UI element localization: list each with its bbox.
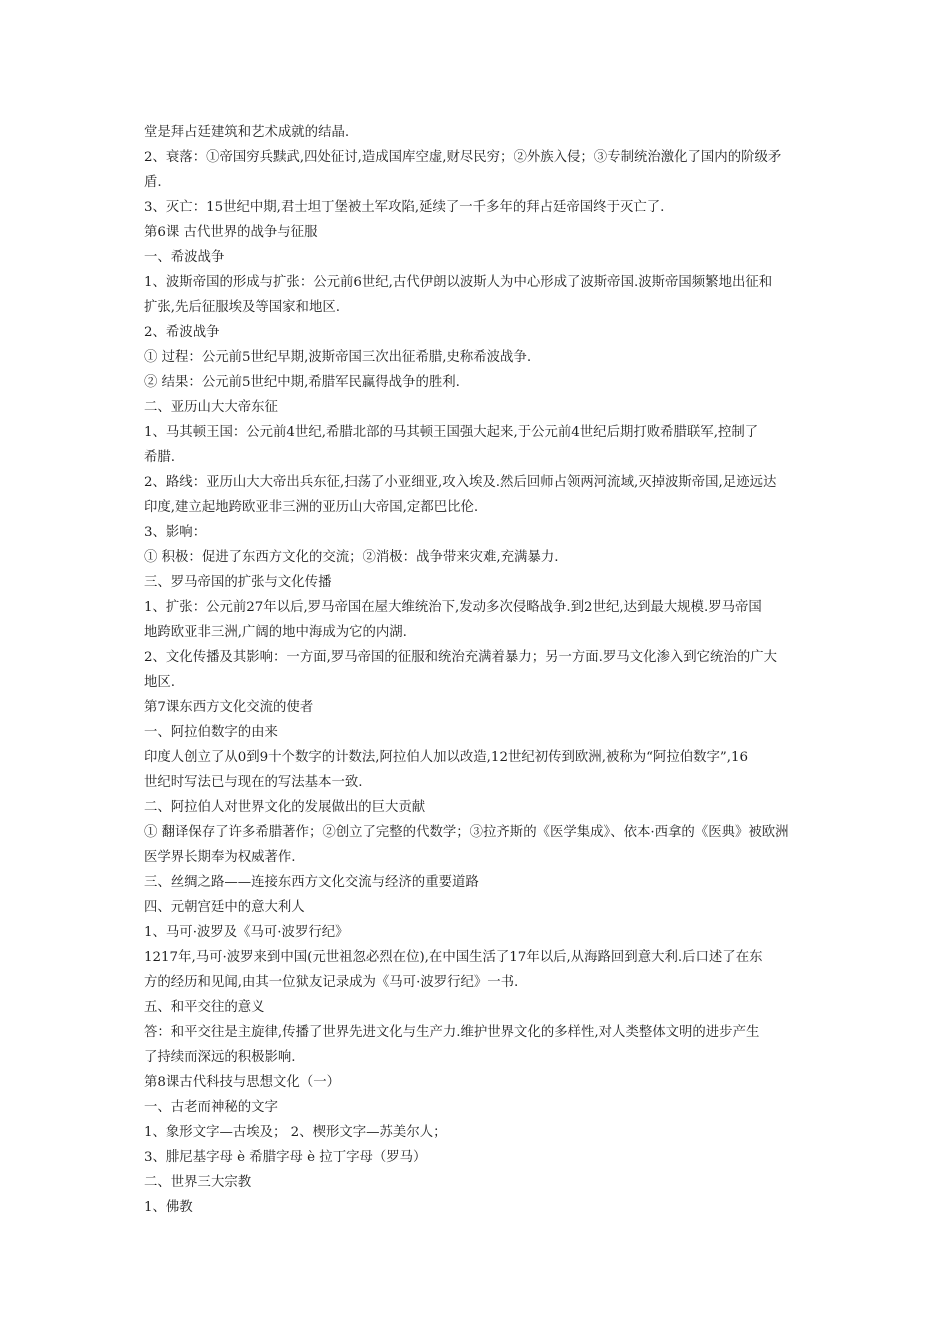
text-line: 3、影响： <box>144 525 207 540</box>
text-line: 1、马可·波罗及《马可·波罗行纪》 <box>144 925 349 940</box>
text-line: 盾. <box>144 175 162 190</box>
text-line: 1、波斯帝国的形成与扩张：公元前6世纪,古代伊朗以波斯人为中心形成了波斯帝国.波斯帝国频繁地出征和 <box>144 275 773 290</box>
text-line: 1、马其顿王国：公元前4世纪,希腊北部的马其顿王国强大起来,于公元前4世纪后期打败希腊联军,控制了 <box>144 425 759 440</box>
text-line: 印度人创立了从0到9十个数字的计数法,阿拉伯人加以改造,12世纪初传到欧洲,被称为“阿拉伯数字”,16 <box>144 750 749 765</box>
text-line: ① 过程：公元前5世纪早期,波斯帝国三次出征希腊,史称希波战争. <box>144 350 532 365</box>
text-line: 2、路线：亚历山大大帝出兵东征,扫荡了小亚细亚,攻入埃及.然后回师占领两河流域,灭掉波斯帝国,足迹远达 <box>144 475 777 490</box>
text-line: 1、佛教 <box>144 1200 193 1215</box>
text-line: ① 积极：促进了东西方文化的交流；②消极：战争带来灾难,充满暴力. <box>144 550 559 565</box>
text-line: 印度,建立起地跨欧亚非三洲的亚历山大帝国,定都巴比伦. <box>144 500 479 515</box>
text-line: 地区. <box>144 675 176 690</box>
document-page <box>144 120 812 1220</box>
text-line: 1、扩张：公元前27年以后,罗马帝国在屋大维统治下,发动多次侵略战争.到2世纪,达到最大规模.罗马帝国 <box>144 600 762 615</box>
text-line: 医学界长期奉为权威著作. <box>144 850 296 865</box>
section-heading: 一、阿拉伯数字的由来 <box>144 725 278 740</box>
text-line: 2、文化传播及其影响：一方面,罗马帝国的征服和统治充满着暴力；另一方面.罗马文化渗入到它统治的广大 <box>144 650 777 665</box>
section-heading: 五、和平交往的意义 <box>144 1000 265 1015</box>
section-heading: 二、亚历山大大帝东征 <box>144 400 278 415</box>
section-heading: 四、元朝宫廷中的意大利人 <box>144 900 305 915</box>
text-line: ② 结果：公元前5世纪中期,希腊军民赢得战争的胜利. <box>144 375 460 390</box>
text-line: 世纪时写法已与现在的写法基本一致. <box>144 775 363 790</box>
text-line: 了持续而深远的积极影响. <box>144 1050 296 1065</box>
lesson-heading: 第7课东西方文化交流的使者 <box>144 700 314 715</box>
section-heading: 一、古老而神秘的文字 <box>144 1100 278 1115</box>
section-heading: 二、阿拉伯人对世界文化的发展做出的巨大贡献 <box>144 800 426 815</box>
section-heading: 三、罗马帝国的扩张与文化传播 <box>144 575 332 590</box>
text-line: 希腊. <box>144 450 176 465</box>
section-heading: 三、丝绸之路——连接东西方文化交流与经济的重要道路 <box>144 875 479 890</box>
text-line: 扩张,先后征服埃及等国家和地区. <box>144 300 340 315</box>
text-line: ① 翻译保存了许多希腊著作；②创立了完整的代数学；③拉齐斯的《医学集成》、依本·西拿的《医典》被欧洲 <box>144 825 789 840</box>
text-line: 3、腓尼基字母 è 希腊字母 è 拉丁字母（罗马） <box>144 1150 427 1165</box>
text-line: 1、象形文字—古埃及； 2、楔形文字—苏美尔人； <box>144 1125 447 1140</box>
text-line: 1217年,马可·波罗来到中国(元世祖忽必烈在位),在中国生活了17年以后,从海路回到意大利.后口述了在东 <box>144 950 763 965</box>
text-line: 2、希波战争 <box>144 325 220 340</box>
text-line: 3、灭亡：15世纪中期,君士坦丁堡被土军攻陷,延续了一千多年的拜占廷帝国终于灭亡了. <box>144 200 665 215</box>
section-heading: 二、世界三大宗教 <box>144 1175 252 1190</box>
lesson-heading: 第8课古代科技与思想文化（一） <box>144 1075 340 1090</box>
text-line: 堂是拜占廷建筑和艺术成就的结晶. <box>144 125 350 140</box>
lesson-heading: 第6课 古代世界的战争与征服 <box>144 225 318 240</box>
text-line: 地跨欧亚非三洲,广阔的地中海成为它的内湖. <box>144 625 407 640</box>
text-line: 答：和平交往是主旋律,传播了世界先进文化与生产力.维护世界文化的多样性,对人类整体文明的进步产生 <box>144 1025 760 1040</box>
section-heading: 一、希波战争 <box>144 250 225 265</box>
text-line: 方的经历和见闻,由其一位狱友记录成为《马可·波罗行纪》一书. <box>144 975 519 990</box>
text-line: 2、衰落：①帝国穷兵黩武,四处征讨,造成国库空虚,财尽民穷；②外族入侵；③专制统治激化了国内的阶级矛 <box>144 150 782 165</box>
